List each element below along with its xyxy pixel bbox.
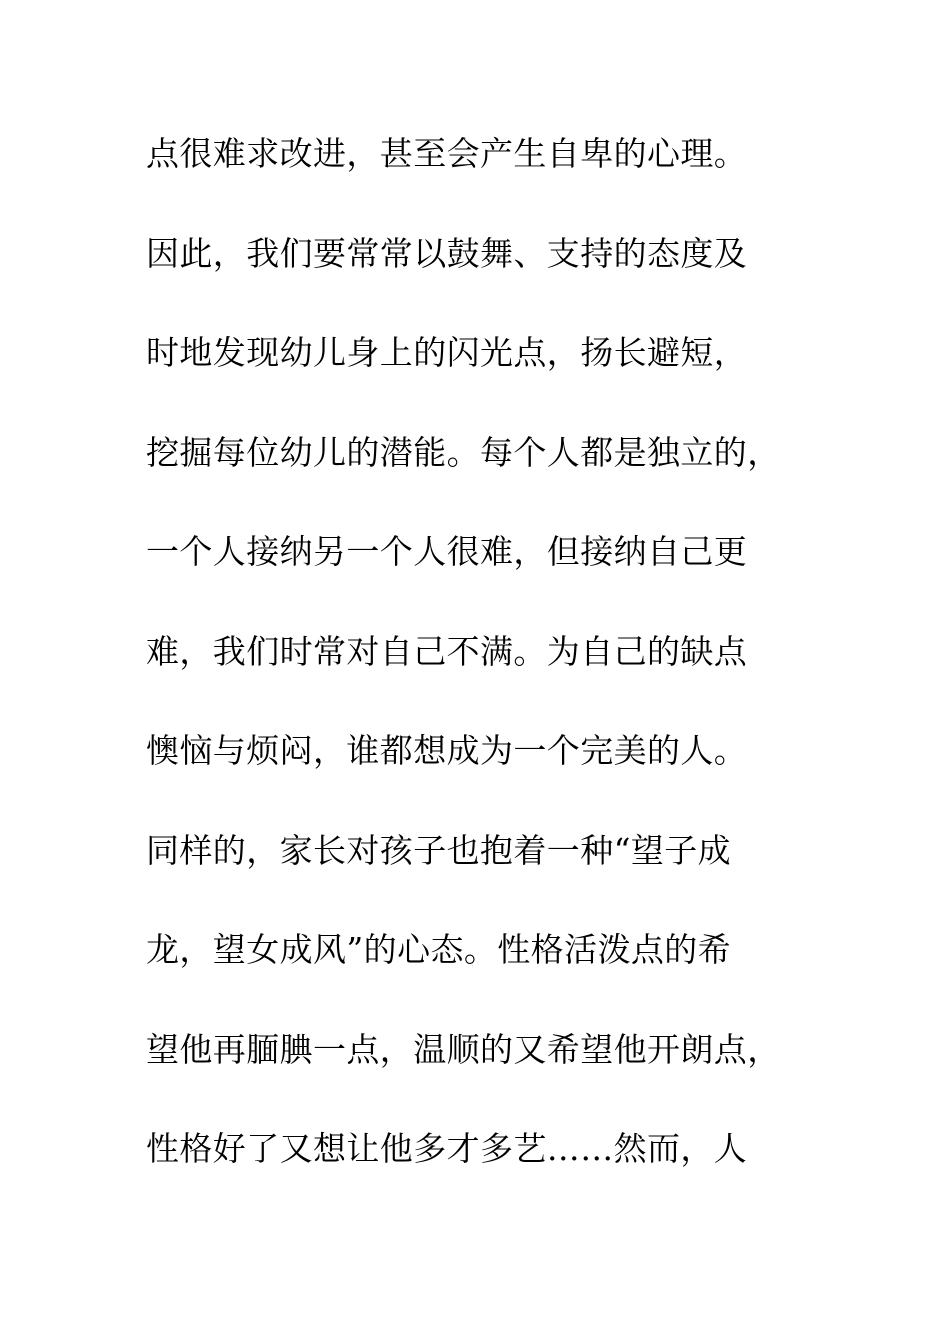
body-text bbox=[146, 124, 826, 1219]
text-line-11: 性格好了又想让他多才多艺……然而，人 bbox=[146, 1129, 748, 1168]
text-line-4: 挖掘每位幼儿的潜能。每个人都是独立的， bbox=[146, 432, 781, 472]
text-line-7: 懊恼与烦闷，谁都想成为一个完美的人。 bbox=[146, 731, 748, 770]
text-line-3: 时地发现幼儿身上的闪光点，扬长避短， bbox=[146, 333, 748, 372]
text-line-5: 一个人接纳另一个人很难，但接纳自己更 bbox=[146, 532, 748, 571]
text-line-10: 望他再腼腆一点，温顺的又希望他开朗点， bbox=[146, 1029, 781, 1069]
text-line-9: 龙，望女成风”的心态。性格活泼点的希 bbox=[146, 930, 732, 969]
text-line-8: 同样的，家长对孩子也抱着一种“望子成 bbox=[146, 830, 732, 870]
text-line-6: 难，我们时常对自己不满。为自己的缺点 bbox=[146, 631, 748, 671]
text-line-1: 点很难求改进，甚至会产生自卑的心理。 bbox=[146, 134, 748, 173]
text-line-2: 因此，我们要常常以鼓舞、支持的态度及 bbox=[146, 233, 748, 273]
